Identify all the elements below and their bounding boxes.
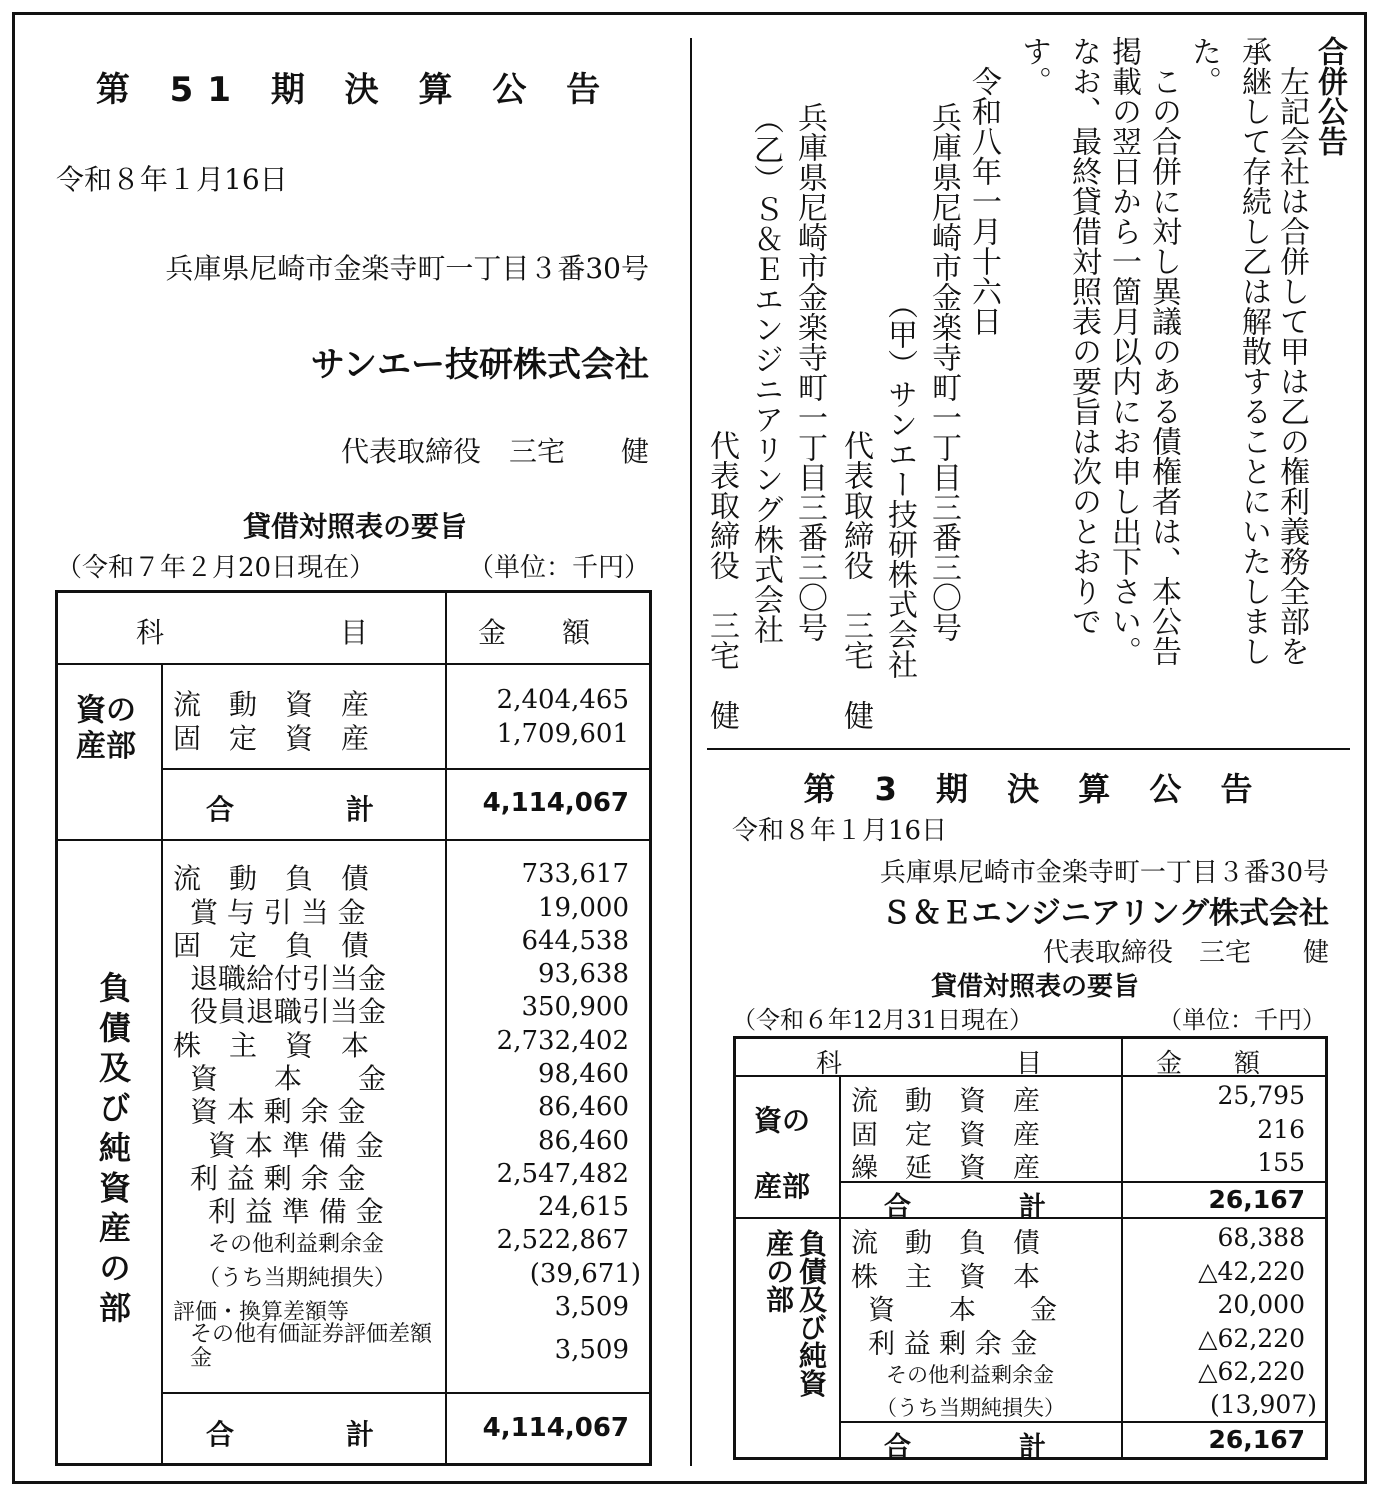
left-liab-value: 86,460 <box>538 1126 629 1156</box>
notice-line: 左記会社は合併して甲は乙の権利義務全部を <box>1274 36 1309 666</box>
right-liab-label: 利 益 剰 余 金 <box>868 1329 1038 1360</box>
notice-rep-a: 代表取締役 三宅 健 <box>838 310 873 730</box>
left-assets-total: 4,114,067 <box>482 788 629 818</box>
left-period: （令和７年２月20日現在） <box>56 553 376 583</box>
left-liab-label: 評価・換算差額等 <box>173 1300 350 1325</box>
left-liab-value: 350,900 <box>521 992 629 1022</box>
left-liab-label: （うち当期純損失） <box>198 1266 397 1291</box>
left-header-item-l: 科 <box>136 616 165 649</box>
notice-line: なお、最終貸借対照表の要旨は次のとおりで <box>1066 36 1101 636</box>
left-address: 兵庫県尼崎市金楽寺町一丁目３番30号 <box>165 252 649 285</box>
right-header-amount: 金 額 <box>1156 1049 1261 1079</box>
left-liab-value: 19,000 <box>538 893 629 923</box>
notice-address-b: 兵庫県尼崎市金楽寺町一丁目三番三〇号 <box>792 72 827 642</box>
right-liab-label: 株 主 資 本 <box>851 1262 1040 1293</box>
left-liab-label: その他利益剰余金 <box>208 1232 385 1257</box>
right-period-line <box>732 1000 1326 1035</box>
left-liab-total: 4,114,067 <box>482 1413 629 1443</box>
right-title: 第 3 期 決 算 公 告 <box>803 770 1267 808</box>
right-address: 兵庫県尼崎市金楽寺町一丁目３番30号 <box>879 858 1329 888</box>
left-liab-value: (39,671) <box>529 1259 641 1289</box>
right-liab-label: （うち当期純損失） <box>876 1396 1065 1420</box>
left-assets-total-label: 合 計 <box>206 793 375 826</box>
left-section-liab: 負債及び純資産の部 <box>94 971 132 1331</box>
notice-line: す。 <box>1016 36 1051 96</box>
left-liab-label: その他有価証券評価差額金 <box>190 1322 433 1371</box>
left-liab-label: 固 定 負 債 <box>173 929 370 962</box>
left-liab-label: 資 本 準 備 金 <box>208 1129 384 1162</box>
left-company: サンエー技研株式会社 <box>310 345 649 385</box>
left-liab-label: 資 本 金 <box>190 1062 387 1095</box>
left-liab-value: 2,732,402 <box>496 1026 629 1056</box>
left-balance-sheet <box>55 590 652 1466</box>
right-asset-label: 流 動 資 産 <box>851 1086 1040 1117</box>
notice-rep-b: 代表取締役 三宅 健 <box>704 310 739 730</box>
left-date: 令和８年１月16日 <box>56 163 288 196</box>
right-liab-total: 26,167 <box>1208 1425 1305 1454</box>
right-liab-value: △62,220 <box>1198 1324 1305 1353</box>
right-bs-title: 貸借対照表の要旨 <box>930 972 1139 1002</box>
right-section-liab: 負債及び純資産の部 <box>762 1229 828 1397</box>
right-asset-value: 25,795 <box>1217 1081 1305 1110</box>
column-divider <box>690 38 692 1466</box>
right-liab-value: (13,907) <box>1210 1390 1317 1419</box>
left-liab-value: 644,538 <box>521 926 629 956</box>
left-liab-label: 株 主 資 本 <box>173 1029 370 1062</box>
left-asset-value: 2,404,465 <box>496 685 629 715</box>
left-liab-value: 24,615 <box>538 1192 629 1222</box>
notice-company-b: （乙）Ｓ＆Ｅエンジニアリング株式会社 <box>748 104 783 644</box>
right-liab-value: 68,388 <box>1217 1223 1305 1252</box>
section-divider <box>707 748 1350 750</box>
left-bs-title: 貸借対照表の要旨 <box>242 510 467 543</box>
right-col-line-amount <box>1121 1039 1123 1457</box>
notice-line: この合併に対し異議のある債権者は、本公告 <box>1146 36 1181 666</box>
right-balance-sheet <box>733 1036 1328 1463</box>
left-liab-value: 733,617 <box>521 859 629 889</box>
left-row-line <box>58 663 649 665</box>
left-period-line <box>56 547 650 584</box>
left-header-amount: 金 額 <box>478 616 591 649</box>
right-liab-value: △42,220 <box>1198 1257 1305 1286</box>
left-header-item-r: 目 <box>340 616 369 649</box>
left-asset-label: 固 定 資 産 <box>173 722 370 755</box>
left-unit: （単位：千円） <box>467 553 650 583</box>
notice-date: 令和八年一月十六日 <box>966 36 1001 336</box>
right-liab-label: 資 本 金 <box>868 1295 1057 1326</box>
right-liab-value: 20,000 <box>1217 1290 1305 1319</box>
right-company: Ｓ＆Ｅエンジニアリング株式会社 <box>881 896 1329 931</box>
right-unit: （単位：千円） <box>1158 1006 1326 1034</box>
notice-company-a: （甲）サンエー技研株式会社 <box>882 244 917 679</box>
notice-line: た。 <box>1186 36 1221 96</box>
notice-line: 掲載の翌日から一箇月以内にお申し出下さい。 <box>1106 36 1141 666</box>
notice-title: 合併公告 <box>1312 36 1347 156</box>
right-representative: 代表取締役 三宅 健 <box>1042 938 1329 968</box>
right-header-item-r: 目 <box>1016 1049 1043 1079</box>
left-asset-value: 1,709,601 <box>496 719 629 749</box>
right-asset-value: 216 <box>1257 1115 1305 1144</box>
left-row-line <box>58 839 649 841</box>
left-liab-label: 退職給付引当金 <box>190 962 387 995</box>
right-assets-total: 26,167 <box>1208 1185 1305 1214</box>
left-col-line-section <box>161 663 163 1463</box>
right-date: 令和８年１月16日 <box>732 816 948 846</box>
left-liab-label: 利 益 準 備 金 <box>208 1195 384 1228</box>
right-liab-value: △62,220 <box>1198 1357 1305 1386</box>
left-liab-value: 93,638 <box>538 959 629 989</box>
left-col-line-amount <box>445 593 447 1463</box>
left-liab-value: 98,460 <box>538 1059 629 1089</box>
right-asset-value: 155 <box>1257 1148 1305 1177</box>
left-asset-label: 流 動 資 産 <box>173 688 370 721</box>
right-asset-label: 繰 延 資 産 <box>851 1153 1040 1184</box>
left-title: 第 51 期 決 算 公 告 <box>95 70 615 110</box>
right-period: （令和６年12月31日現在） <box>732 1006 1034 1034</box>
left-section-assets: 資の 産部 <box>76 693 136 764</box>
left-liab-value: 3,509 <box>554 1335 629 1365</box>
left-liab-value: 3,509 <box>554 1292 629 1322</box>
right-col-line-section <box>839 1075 841 1457</box>
right-assets-total-label: 合 計 <box>884 1192 1046 1223</box>
right-liab-total-label: 合 計 <box>884 1432 1046 1463</box>
left-liab-label: 流 動 負 債 <box>173 862 370 895</box>
left-liab-value: 2,522,867 <box>496 1225 629 1255</box>
left-liab-label: 利 益 剰 余 金 <box>190 1162 366 1195</box>
left-liab-value: 86,460 <box>538 1092 629 1122</box>
left-liab-label: 賞 与 引 当 金 <box>190 896 366 929</box>
notice-line: 承継して存続し乙は解散することにいたしまし <box>1236 36 1271 666</box>
right-liab-label: その他利益剰余金 <box>886 1363 1054 1387</box>
right-header-item-l: 科 <box>816 1049 843 1079</box>
left-liab-total-label: 合 計 <box>206 1418 375 1451</box>
notice-address-a: 兵庫県尼崎市金楽寺町一丁目三番三〇号 <box>926 72 961 642</box>
left-liab-label: 資 本 剰 余 金 <box>190 1095 366 1128</box>
right-section-assets-b: 産部 <box>754 1170 811 1203</box>
right-asset-label: 固 定 資 産 <box>851 1120 1040 1151</box>
left-liab-label: 役員退職引当金 <box>190 995 387 1028</box>
left-representative: 代表取締役 三宅 健 <box>340 435 649 468</box>
left-row-line <box>161 1392 649 1394</box>
left-liab-value: 2,547,482 <box>496 1159 629 1189</box>
left-row-line <box>161 768 649 770</box>
right-liab-label: 流 動 負 債 <box>851 1228 1040 1259</box>
right-section-assets-a: 資の <box>754 1104 811 1137</box>
